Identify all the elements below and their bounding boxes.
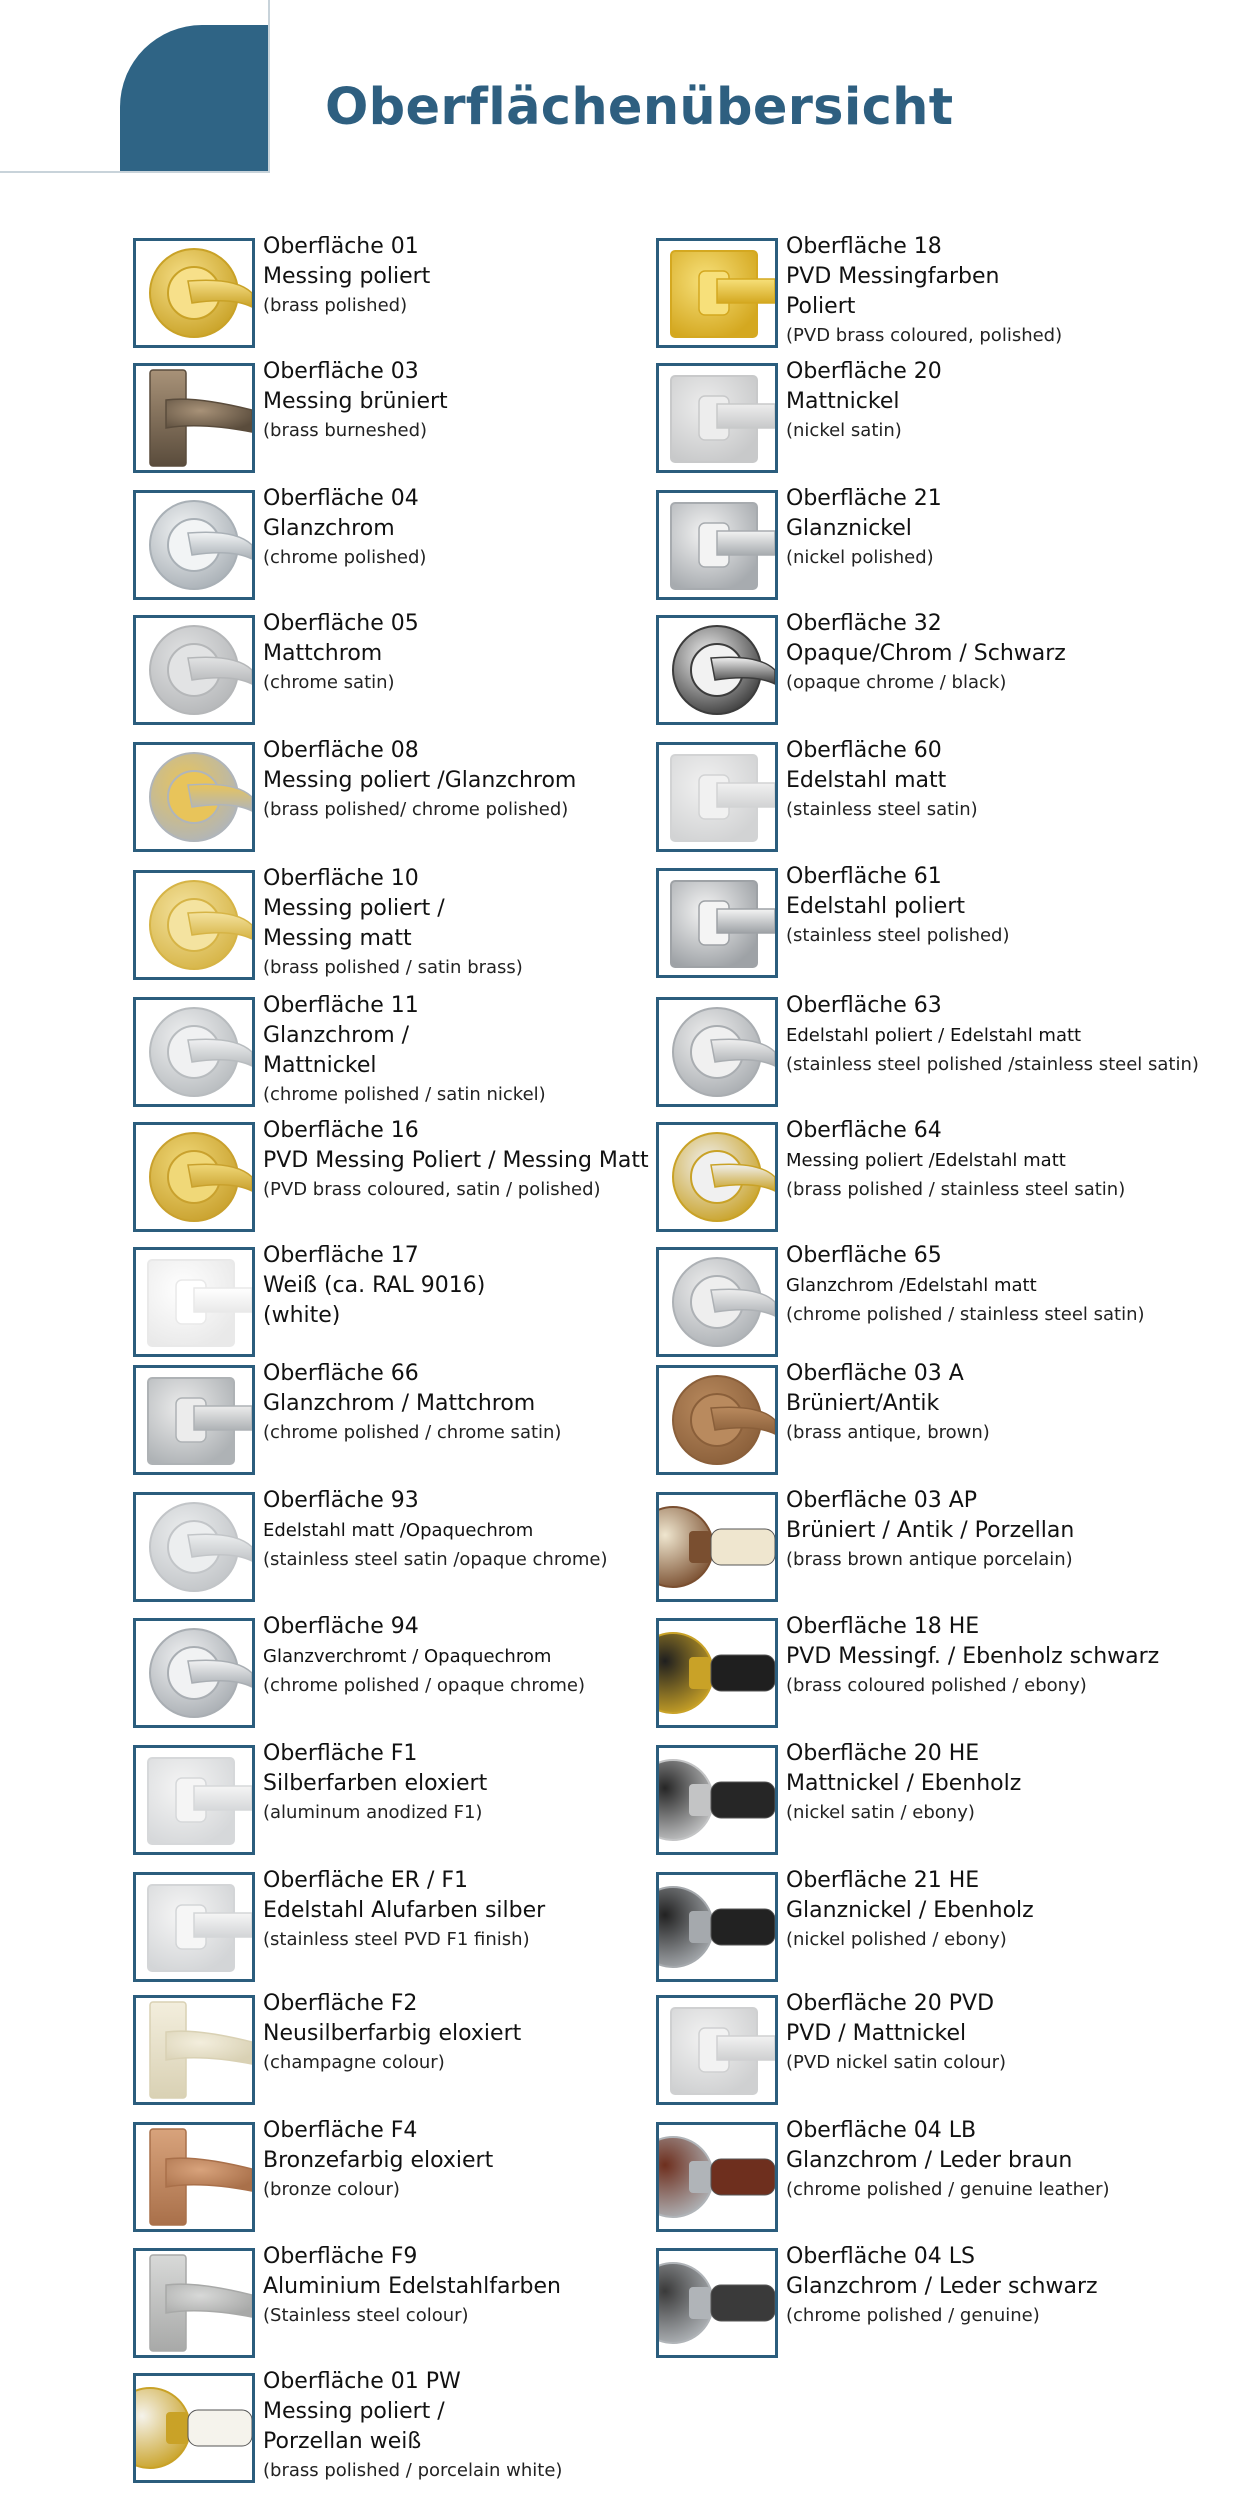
finish-name-en: (brass coloured polished / ebony) [786,1675,1087,1696]
finish-code: Oberfläche 10 [263,866,419,891]
brass-satin-rosette-icon [133,870,255,980]
steel-opaque-rosette-icon [133,1492,255,1602]
finish-text [786,1486,1226,1574]
finish-name-de-line2: (white) [263,1303,341,1328]
finish-name-de: Glanznickel / Ebenholz [786,1898,1034,1923]
finish-code: Oberfläche 21 HE [786,1868,980,1893]
corner-decoration [120,25,268,173]
finish-item [656,864,1216,983]
finish-text [786,1866,1226,1954]
finish-item [656,738,1216,857]
finish-item [133,1488,693,1607]
finish-name-en: (chrome satin) [263,672,395,693]
finish-text [786,484,1226,572]
finish-name-de: Glanzchrom [263,516,395,541]
finish-name-de: Mattnickel [786,389,900,414]
finish-name-de: Edelstahl poliert [786,894,965,919]
finish-name-de: Glanzchrom / Leder schwarz [786,2274,1098,2299]
finish-text [263,1612,703,1700]
aluminum-anodized-handle-icon [133,1745,255,1855]
finish-code: Oberfläche 18 [786,234,942,259]
finish-text [786,1359,1226,1447]
finish-text [786,609,1226,697]
chrome-nickel-rosette-icon [133,997,255,1107]
finish-name-en: (stainless steel satin) [786,799,978,820]
finish-name-en: (stainless steel satin /opaque chrome) [263,1549,608,1570]
finish-item [133,993,693,1112]
finish-text [263,1486,703,1574]
finish-name-en: (PVD brass coloured, satin / polished) [263,1179,601,1200]
pvd-brass-square-icon [656,238,778,348]
pvd-brass-rosette-icon [133,1122,255,1232]
finish-name-en: (brass burneshed) [263,420,428,441]
finish-item [656,1868,1216,1987]
pvd-nickel-square-icon [656,1995,778,2105]
finish-name-en: (nickel satin) [786,420,902,441]
finish-item [133,486,693,605]
finish-name-en: (chrome polished / satin nickel) [263,1084,546,1105]
finish-text [786,1739,1226,1827]
finish-text [263,1866,703,1954]
finish-code: Oberfläche 01 [263,234,419,259]
finish-name-en: (nickel polished / ebony) [786,1929,1007,1950]
finish-code: Oberfläche 05 [263,611,419,636]
finish-name-de: Glanznickel [786,516,912,541]
bronze-handle-icon [133,2122,255,2232]
finish-name-en: (chrome polished / genuine) [786,2305,1040,2326]
finish-code: Oberfläche 94 [263,1614,419,1639]
finish-text [263,1739,703,1827]
finish-code: Oberfläche 66 [263,1361,419,1386]
corner-line-vertical [268,0,270,173]
finish-text [786,1989,1226,2077]
chrome-square-rosette-icon [133,1365,255,1475]
finish-name-en: (brass polished) [263,295,408,316]
finish-item [133,611,693,730]
finish-name-en: (nickel polished) [786,547,934,568]
chrome-leather-black-handle-icon [656,2248,778,2358]
finish-name-en: (stainless steel PVD F1 finish) [263,1929,530,1950]
finish-name-de: Glanzverchromt / Opaquechrom [263,1646,552,1667]
finish-text [786,2242,1226,2330]
nickel-polished-ebony-handle-icon [656,1872,778,1982]
finish-code: Oberfläche 04 LS [786,2244,975,2269]
finish-text [263,1359,703,1447]
finish-name-en: (stainless steel polished) [786,925,1010,946]
finish-code: Oberfläche 03 AP [786,1488,978,1513]
finish-item [656,611,1216,730]
finish-name-de: Glanzchrom / [263,1023,410,1048]
finish-item [656,1741,1216,1860]
finish-code: Oberfläche 61 [786,864,942,889]
finish-name-en: (chrome polished / stainless steel satin) [786,1304,1145,1325]
finish-text [786,232,1226,350]
finish-text [786,736,1226,824]
finish-item [133,1991,693,2110]
finish-name-en: (brass polished/ chrome polished) [263,799,569,820]
nickel-ebony-handle-icon [656,1745,778,1855]
brass-porcelain-handle-icon [133,2373,255,2483]
finish-code: Oberfläche F2 [263,1991,418,2016]
finish-item [133,359,693,478]
finish-item [656,993,1216,1112]
finish-code: Oberfläche ER / F1 [263,1868,469,1893]
finish-item [656,1488,1216,1607]
finish-name-de: Brüniert/Antik [786,1391,940,1416]
finish-code: Oberfläche 03 A [786,1361,964,1386]
finish-text [263,1241,703,1331]
chrome-polished-rosette-icon [133,490,255,600]
finish-code: Oberfläche 20 [786,359,942,384]
finish-code: Oberfläche F4 [263,2118,418,2143]
finish-item [656,1118,1216,1237]
white-handle-icon [133,1247,255,1357]
finish-name-de: Messing poliert [263,264,431,289]
finish-text [786,2116,1226,2204]
finish-name-de: Edelstahl matt [786,768,947,793]
finish-name-de: Messing poliert /Edelstahl matt [786,1150,1066,1171]
finish-name-de: PVD / Mattnickel [786,2021,967,2046]
brass-burnished-handle-icon [133,363,255,473]
finish-item [133,234,693,353]
finish-name-de: Weiß (ca. RAL 9016) [263,1273,486,1298]
finish-text [263,232,703,320]
finish-name-de: Glanzchrom / Leder braun [786,2148,1073,2173]
finish-name-de: Bronzefarbig eloxiert [263,2148,494,2173]
finish-name-de: PVD Messingf. / Ebenholz schwarz [786,1644,1160,1669]
antique-porcelain-handle-icon [656,1492,778,1602]
finish-code: Oberfläche 16 [263,1118,419,1143]
finish-name-de: Messing brüniert [263,389,448,414]
chrome-leather-brown-handle-icon [656,2122,778,2232]
chrome-satin-rosette-icon [133,615,255,725]
finish-item [133,1118,693,1237]
finish-text [786,1612,1226,1700]
finish-item [133,738,693,857]
antique-brown-rosette-icon [656,1365,778,1475]
finish-name-en: (brass brown antique porcelain) [786,1549,1073,1570]
brass-chrome-rosette-icon [133,742,255,852]
finish-item [133,1243,693,1362]
brass-ebony-handle-icon [656,1618,778,1728]
finish-code: Oberfläche 17 [263,1243,419,1268]
finish-item [133,1868,693,1987]
finish-item [133,1361,693,1480]
finish-name-en: (Stainless steel colour) [263,2305,469,2326]
finish-name-de: Edelstahl poliert / Edelstahl matt [786,1025,1082,1046]
finish-code: Oberfläche 18 HE [786,1614,980,1639]
finish-item [656,2118,1216,2237]
finish-item [656,359,1216,478]
finish-item [656,234,1216,353]
finish-text [263,609,703,697]
finish-item [656,1614,1216,1733]
chrome-opaque-rosette-icon [133,1618,255,1728]
finish-name-en: (chrome polished) [263,547,427,568]
finish-name-de: Edelstahl Alufarben silber [263,1898,546,1923]
finish-code: Oberfläche 64 [786,1118,942,1143]
finish-code: Oberfläche 20 HE [786,1741,980,1766]
opaque-black-rosette-icon [656,615,778,725]
finish-text [786,1116,1226,1204]
finish-name-de: Glanzchrom / Mattchrom [263,1391,536,1416]
finish-text [263,1989,703,2077]
finish-name-de: Mattnickel / Ebenholz [786,1771,1022,1796]
finish-code: Oberfläche 03 [263,359,419,384]
finish-code: Oberfläche 08 [263,738,419,763]
finish-code: Oberfläche 04 LB [786,2118,977,2143]
finish-code: Oberfläche 04 [263,486,419,511]
finish-text [263,1116,703,1204]
finish-code: Oberfläche 20 PVD [786,1991,995,2016]
finish-text [263,864,703,982]
finish-name-de: Neusilberfarbig eloxiert [263,2021,522,2046]
finish-item [656,486,1216,605]
finish-text [263,991,703,1109]
finish-item [133,2244,693,2363]
finish-item [656,2244,1216,2363]
finish-name-de: Messing poliert /Glanzchrom [263,768,577,793]
finish-name-en: (brass polished / satin brass) [263,957,523,978]
finish-name-en: (brass antique, brown) [786,1422,990,1443]
champagne-handle-icon [133,1995,255,2105]
finish-code: Oberfläche 32 [786,611,942,636]
finish-name-en: (stainless steel polished /stainless steel satin) [786,1054,1199,1075]
finish-name-en: (PVD brass coloured, polished) [786,325,1063,346]
finish-name-de: Aluminium Edelstahlfarben [263,2274,561,2299]
nickel-satin-square-icon [656,363,778,473]
finish-name-en: (chrome polished / genuine leather) [786,2179,1110,2200]
finish-name-de: Messing poliert / [263,896,445,921]
finish-code: Oberfläche F1 [263,1741,418,1766]
steel-polished-satin-rosette-icon [656,997,778,1107]
finish-item [656,1243,1216,1362]
finish-name-de-line2: Messing matt [263,926,412,951]
finish-text [263,2367,703,2485]
finish-item [133,2118,693,2237]
finish-name-en: (brass polished / porcelain white) [263,2460,563,2481]
nickel-polished-square-icon [656,490,778,600]
finish-name-de-line2: Mattnickel [263,1053,377,1078]
finish-name-de: Mattchrom [263,641,383,666]
finish-text [263,2242,703,2330]
steel-pvd-handle-icon [133,1872,255,1982]
finish-text [786,991,1226,1079]
finish-text [786,1241,1226,1329]
steel-satin-square-icon [656,742,778,852]
finish-name-de-line2: Porzellan weiß [263,2429,422,2454]
chrome-steel-rosette-icon [656,1247,778,1357]
finish-item [656,1991,1216,2110]
finish-item [133,2369,693,2488]
finish-name-en: (chrome polished / chrome satin) [263,1422,562,1443]
finish-text [263,2116,703,2204]
finish-name-en: (aluminum anodized F1) [263,1802,483,1823]
finish-name-de: Glanzchrom /Edelstahl matt [786,1275,1037,1296]
finish-name-de: Silberfarben eloxiert [263,1771,488,1796]
finish-text [263,484,703,572]
aluminium-steel-handle-icon [133,2248,255,2358]
finish-code: Oberfläche 60 [786,738,942,763]
finish-code: Oberfläche 01 PW [263,2369,461,2394]
finish-name-de: Opaque/Chrom / Schwarz [786,641,1066,666]
finish-text [786,862,1226,950]
finish-code: Oberfläche 63 [786,993,942,1018]
finish-code: Oberfläche 93 [263,1488,419,1513]
finish-name-en: (opaque chrome / black) [786,672,1007,693]
finish-name-de-line2: Poliert [786,294,856,319]
finish-item [133,1741,693,1860]
finish-code: Oberfläche 11 [263,993,419,1018]
finish-code: Oberfläche 21 [786,486,942,511]
finish-code: Oberfläche 65 [786,1243,942,1268]
finish-name-de: Messing poliert / [263,2399,445,2424]
finish-name-en: (PVD nickel satin colour) [786,2052,1007,2073]
finish-name-de: Edelstahl matt /Opaquechrom [263,1520,534,1541]
finish-name-en: (champagne colour) [263,2052,445,2073]
finish-text [263,357,703,445]
steel-polished-square-icon [656,868,778,978]
finish-name-en: (chrome polished / opaque chrome) [263,1675,585,1696]
finish-name-de: Brüniert / Antik / Porzellan [786,1518,1075,1543]
finish-item [656,1361,1216,1480]
finish-name-en: (brass polished / stainless steel satin) [786,1179,1126,1200]
finish-item [133,866,693,985]
finish-name-en: (bronze colour) [263,2179,400,2200]
finish-item [133,1614,693,1733]
brass-steel-rosette-icon [656,1122,778,1232]
finish-text [786,357,1226,445]
brass-polished-rosette-icon [133,238,255,348]
page-title: Oberflächenübersicht [325,78,954,137]
finish-name-de: PVD Messingfarben [786,264,1000,289]
finish-name-de: PVD Messing Poliert / Messing Matt [263,1148,649,1173]
finish-text [263,736,703,824]
finish-code: Oberfläche F9 [263,2244,418,2269]
corner-line-horizontal [0,171,268,173]
finish-name-en: (nickel satin / ebony) [786,1802,975,1823]
